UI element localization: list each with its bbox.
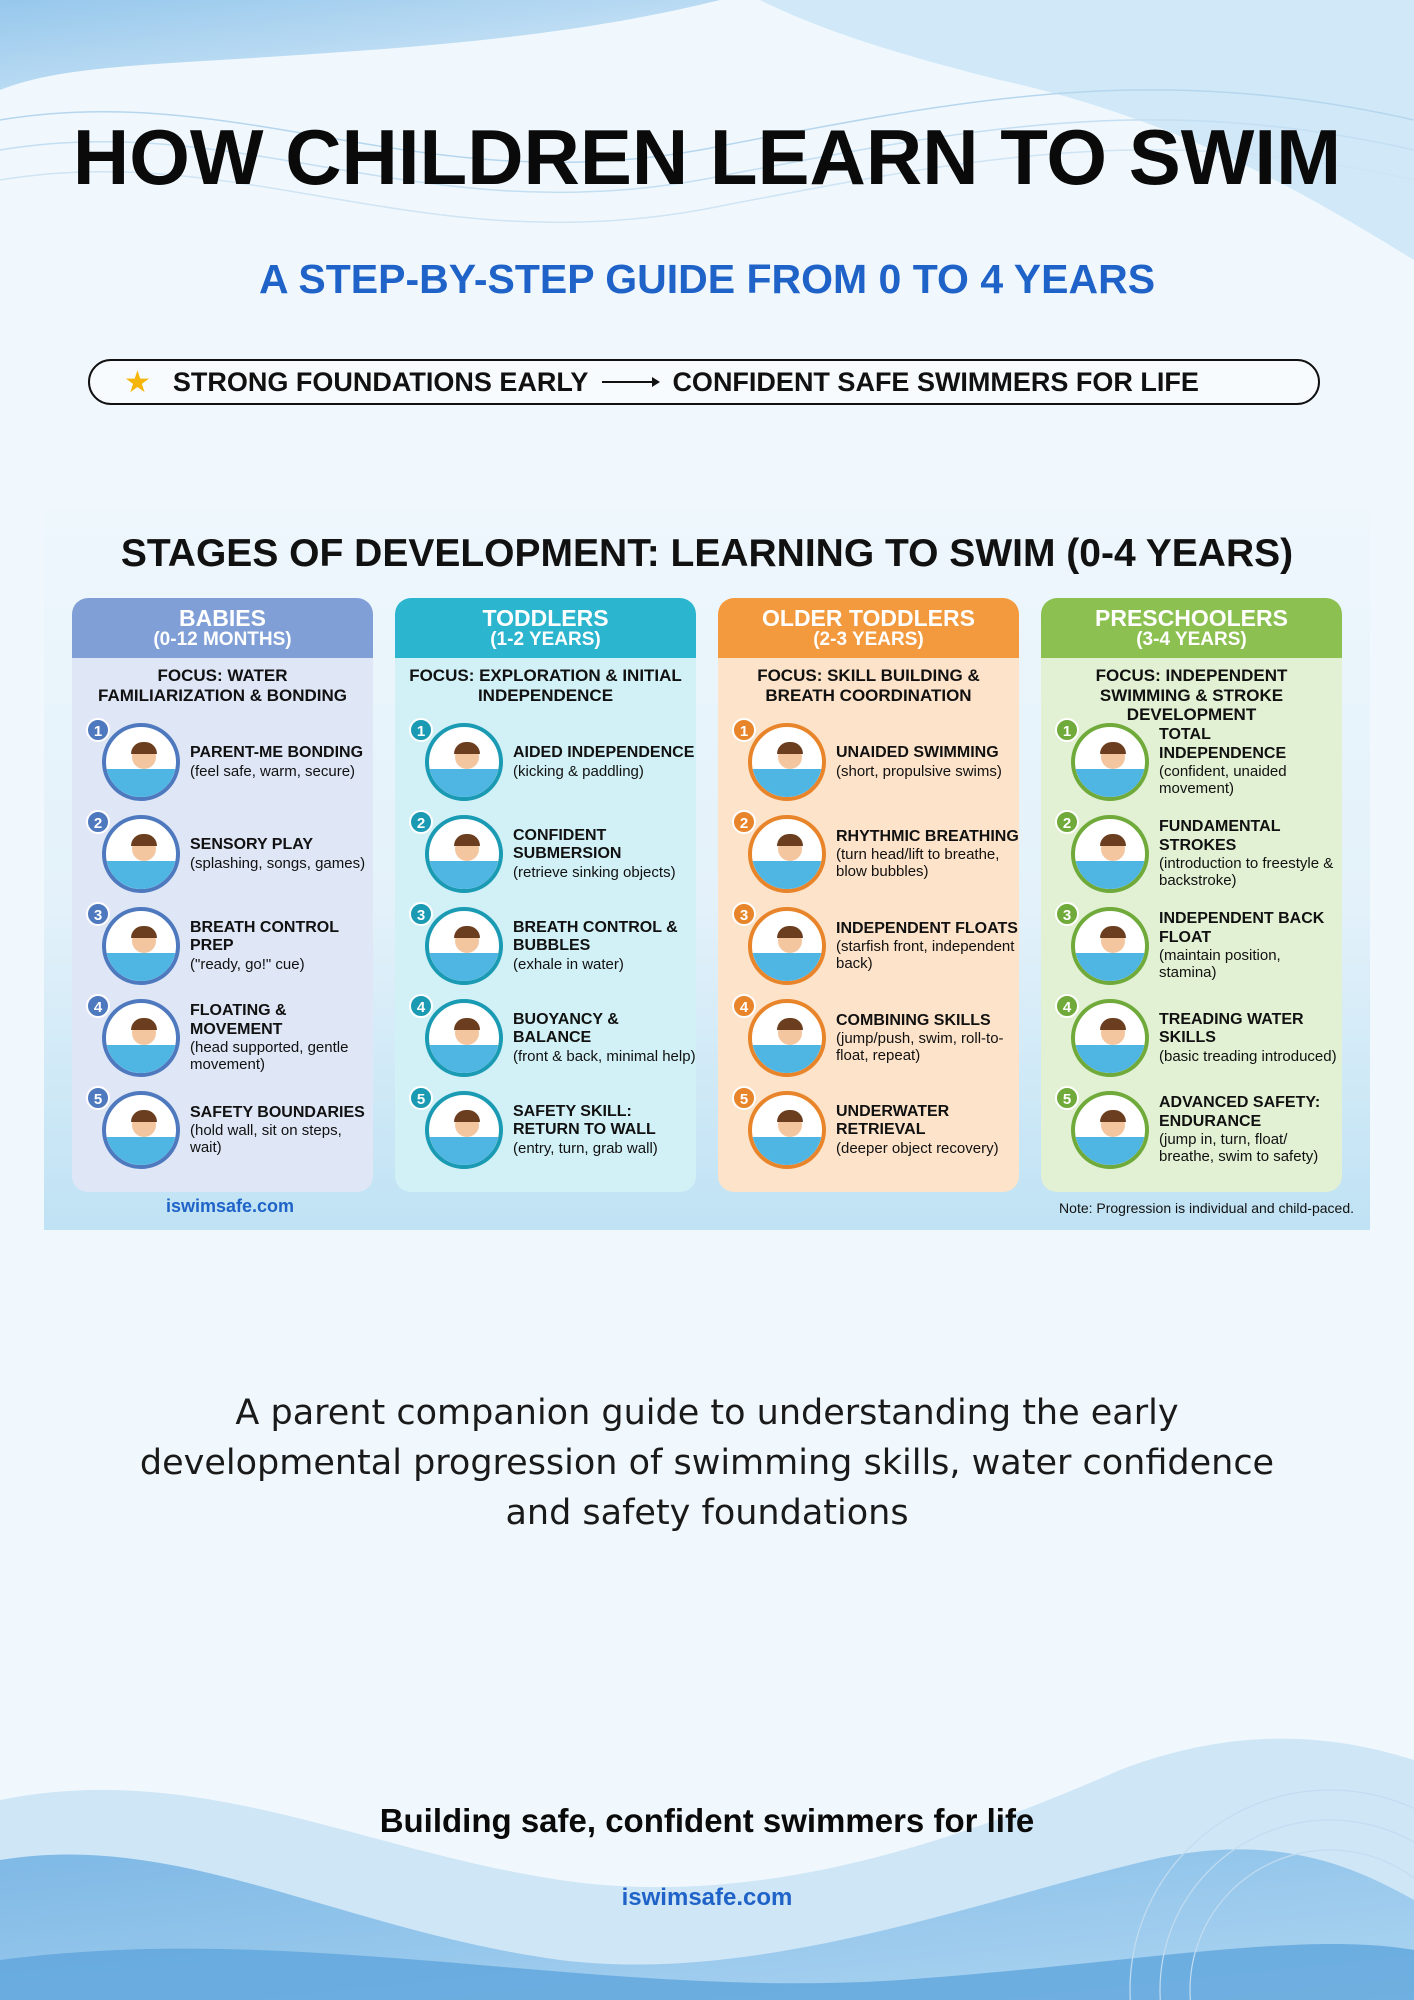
child-swimming-icon xyxy=(1071,907,1149,985)
step-number-badge: 4 xyxy=(86,994,110,1018)
step-number-badge: 2 xyxy=(732,810,756,834)
skill-title: SENSORY PLAY xyxy=(190,836,314,854)
skill-description: (exhale in water) xyxy=(513,955,624,973)
child-swimming-icon xyxy=(1071,815,1149,893)
skill-description: (deeper object recovery) xyxy=(836,1139,999,1157)
skill-description: (short, propulsive swims) xyxy=(836,762,1002,780)
step-number-badge: 3 xyxy=(1055,902,1079,926)
step-number-badge: 4 xyxy=(1055,994,1079,1018)
stage-age: (2-3 YEARS) xyxy=(813,629,924,651)
stage-header xyxy=(72,598,373,658)
skill-title: RHYTHMIC BREATHING xyxy=(836,827,1019,845)
infographic-site: iswimsafe.com xyxy=(166,1196,295,1216)
stage-age: (0-12 MONTHS) xyxy=(153,629,292,651)
stage-header xyxy=(1041,598,1342,658)
skill-description: (confident, unaided movement) xyxy=(1159,763,1287,798)
skill-text xyxy=(1159,818,1342,889)
skill-text xyxy=(1159,726,1342,797)
skill-text xyxy=(1159,910,1342,981)
skill-text xyxy=(836,920,1019,973)
guide-description: A parent companion guide to understanding the early developmental progression of swimming skills, water confidence and safety foundations xyxy=(139,1393,1275,1533)
skill-description: (introduction to freestyle & backstroke) xyxy=(1159,855,1334,890)
tagline-banner xyxy=(88,359,1320,405)
stages-infographic xyxy=(44,510,1370,1230)
skill-title: PARENT-ME BONDING xyxy=(190,744,364,762)
skill-title: UNAIDED SWIMMING xyxy=(836,744,999,762)
skill-item xyxy=(72,992,373,1084)
stage-column xyxy=(72,598,373,1192)
skill-title: UNDERWATER RETRIEVAL xyxy=(836,1102,950,1139)
child-swimming-icon xyxy=(748,1091,826,1169)
stage-column xyxy=(395,598,696,1192)
skill-description: (starfish front, independent back) xyxy=(836,937,1015,973)
skill-item xyxy=(1041,1084,1342,1176)
skill-item xyxy=(718,1084,1019,1176)
step-number-badge: 5 xyxy=(409,1086,433,1110)
skill-text xyxy=(836,828,1019,881)
child-swimming-icon xyxy=(425,723,503,801)
skill-title: SAFETY SKILL: RETURN TO WALL xyxy=(513,1102,656,1139)
skill-title: CONFIDENT SUBMERSION xyxy=(513,826,622,863)
step-number-badge: 3 xyxy=(86,902,110,926)
step-number-badge: 4 xyxy=(732,994,756,1018)
child-swimming-icon xyxy=(1071,999,1149,1077)
skill-description: (hold wall, sit on steps, wait) xyxy=(190,1121,342,1157)
stage-column xyxy=(1041,598,1342,1192)
skill-text xyxy=(190,919,373,973)
skill-text xyxy=(836,744,1002,780)
step-number-badge: 1 xyxy=(409,718,433,742)
skill-text xyxy=(1159,1094,1342,1165)
skill-text xyxy=(190,1002,373,1073)
stage-name: OLDER TODDLERS xyxy=(762,604,975,631)
step-number-badge: 5 xyxy=(1055,1086,1079,1110)
stage-focus: FOCUS: SKILL BUILDING & BREATH COORDINATION xyxy=(757,666,980,705)
skill-title: FUNDAMENTAL STROKES xyxy=(1159,818,1281,854)
skill-text xyxy=(513,1103,696,1157)
skill-item xyxy=(395,1084,696,1176)
skill-title: AIDED INDEPENDENCE xyxy=(513,744,695,762)
tagline-left: STRONG FOUNDATIONS EARLY xyxy=(172,366,589,397)
skill-text xyxy=(836,1012,1019,1065)
skill-item xyxy=(72,808,373,900)
skill-text xyxy=(513,744,694,780)
skill-title: BUOYANCY & BALANCE xyxy=(513,1010,619,1047)
skill-item xyxy=(1041,992,1342,1084)
stage-name: BABIES xyxy=(179,604,266,631)
skill-text xyxy=(1159,1011,1342,1065)
skill-text xyxy=(190,1104,373,1157)
skill-item xyxy=(718,900,1019,992)
skill-item xyxy=(72,716,373,808)
skill-item xyxy=(718,716,1019,808)
stage-column xyxy=(718,598,1019,1192)
step-number-badge: 1 xyxy=(86,718,110,742)
child-swimming-icon xyxy=(748,815,826,893)
skill-description: (retrieve sinking objects) xyxy=(513,863,676,881)
skill-title: BREATH CONTROL & BUBBLES xyxy=(513,918,678,955)
skill-description: (jump in, turn, float/ breathe, swim to safety) xyxy=(1159,1131,1319,1166)
footer-tagline: Building safe, confident swimmers for life xyxy=(379,1802,1035,1839)
step-number-badge: 2 xyxy=(86,810,110,834)
skill-description: (turn head/lift to breathe, blow bubbles) xyxy=(836,845,1000,881)
skill-item xyxy=(72,900,373,992)
step-number-badge: 1 xyxy=(732,718,756,742)
skill-item xyxy=(718,808,1019,900)
skill-description: (head supported, gentle movement) xyxy=(190,1039,349,1074)
child-swimming-icon xyxy=(425,999,503,1077)
skill-description: (splashing, songs, games) xyxy=(190,854,366,872)
child-swimming-icon xyxy=(1071,1091,1149,1169)
skill-description: (basic treading introduced) xyxy=(1159,1047,1337,1065)
page-title: HOW CHILDREN LEARN TO SWIM xyxy=(72,113,1342,201)
child-swimming-icon xyxy=(102,907,180,985)
page-subtitle: A STEP-BY-STEP GUIDE FROM 0 TO 4 YEARS xyxy=(258,256,1156,302)
skill-item xyxy=(395,716,696,808)
skill-title: INDEPENDENT BACK FLOAT xyxy=(1159,910,1325,946)
skill-description: (front & back, minimal help) xyxy=(513,1047,696,1065)
skill-item xyxy=(395,900,696,992)
skill-item xyxy=(72,1084,373,1176)
skill-title: FLOATING & MOVEMENT xyxy=(190,1002,287,1038)
skill-description: (jump/push, swim, roll-to-float, repeat) xyxy=(836,1029,1004,1065)
step-number-badge: 3 xyxy=(732,902,756,926)
skill-title: TOTAL INDEPENDENCE xyxy=(1159,726,1287,762)
stage-header xyxy=(718,598,1019,658)
skill-text xyxy=(190,744,363,780)
stage-age: (1-2 YEARS) xyxy=(490,629,601,651)
stage-focus: FOCUS: WATER FAMILIARIZATION & BONDING xyxy=(98,666,347,705)
skill-item xyxy=(1041,716,1342,808)
skill-description: ("ready, go!" cue) xyxy=(190,955,305,973)
skill-text xyxy=(836,1103,1019,1157)
child-swimming-icon xyxy=(748,723,826,801)
stage-name: TODDLERS xyxy=(482,604,609,631)
skill-text xyxy=(513,827,696,881)
arrow-right-icon xyxy=(602,381,658,383)
footer-url-link[interactable]: iswimsafe.com xyxy=(621,1884,793,1911)
skill-description: (feel safe, warm, secure) xyxy=(190,762,356,780)
stage-age: (3-4 YEARS) xyxy=(1136,629,1247,651)
skill-item xyxy=(1041,900,1342,992)
stage-name: PRESCHOOLERS xyxy=(1095,604,1288,631)
infographic-note: Note: Progression is individual and child-paced. xyxy=(1059,1200,1354,1216)
step-number-badge: 5 xyxy=(732,1086,756,1110)
child-swimming-icon xyxy=(425,907,503,985)
skill-description: (kicking & paddling) xyxy=(513,762,644,780)
skill-item xyxy=(395,808,696,900)
skill-title: BREATH CONTROL PREP xyxy=(190,918,339,955)
skill-text xyxy=(513,919,696,973)
star-icon: ★ xyxy=(124,365,151,399)
step-number-badge: 4 xyxy=(409,994,433,1018)
child-swimming-icon xyxy=(102,723,180,801)
skill-description: (maintain position, stamina) xyxy=(1159,947,1281,982)
skill-item xyxy=(718,992,1019,1084)
skill-text xyxy=(513,1011,696,1065)
child-swimming-icon xyxy=(102,999,180,1077)
step-number-badge: 2 xyxy=(1055,810,1079,834)
skill-text xyxy=(190,836,365,872)
stage-header xyxy=(395,598,696,658)
child-swimming-icon xyxy=(102,815,180,893)
child-swimming-icon xyxy=(425,815,503,893)
skill-description: (entry, turn, grab wall) xyxy=(513,1139,658,1157)
step-number-badge: 3 xyxy=(409,902,433,926)
child-swimming-icon xyxy=(1071,723,1149,801)
step-number-badge: 1 xyxy=(1055,718,1079,742)
stage-focus: FOCUS: EXPLORATION & INITIAL INDEPENDENCE xyxy=(409,666,682,705)
skill-title: ADVANCED SAFETY: ENDURANCE xyxy=(1159,1094,1321,1130)
skill-title: SAFETY BOUNDARIES xyxy=(190,1103,365,1121)
step-number-badge: 5 xyxy=(86,1086,110,1110)
skill-item xyxy=(395,992,696,1084)
step-number-badge: 2 xyxy=(409,810,433,834)
child-swimming-icon xyxy=(748,999,826,1077)
skill-title: COMBINING SKILLS xyxy=(836,1011,991,1029)
child-swimming-icon xyxy=(102,1091,180,1169)
infographic-title: STAGES OF DEVELOPMENT: LEARNING TO SWIM (0-4 YEARS) xyxy=(120,532,1294,575)
child-swimming-icon xyxy=(748,907,826,985)
skill-item xyxy=(1041,808,1342,900)
tagline-right: CONFIDENT SAFE SWIMMERS FOR LIFE xyxy=(672,366,1199,397)
skill-title: TREADING WATER SKILLS xyxy=(1159,1010,1304,1047)
skill-title: INDEPENDENT FLOATS xyxy=(836,919,1018,937)
child-swimming-icon xyxy=(425,1091,503,1169)
stage-focus: FOCUS: INDEPENDENT SWIMMING & STROKE DEVELOPMENT xyxy=(1095,666,1288,725)
